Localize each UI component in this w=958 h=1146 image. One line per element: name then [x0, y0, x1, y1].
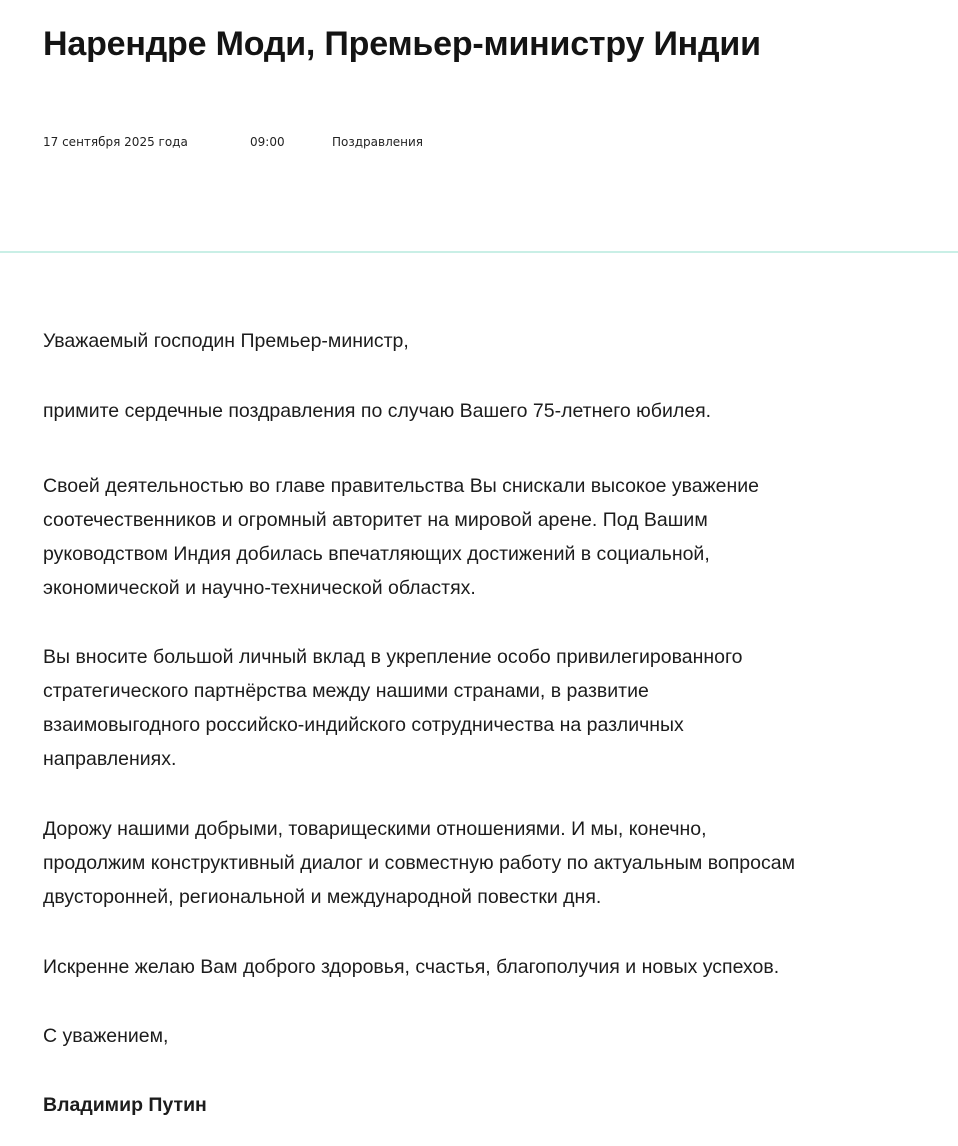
letter-paragraph: [43, 469, 923, 605]
letter-paragraph: [43, 640, 923, 776]
paragraph-line: Вы вносите большой личный вклад в укрепление особо привилегированного: [43, 646, 743, 668]
letter-closing: С уважением,: [43, 1025, 169, 1047]
header-divider: [0, 251, 958, 253]
publish-date: 17 сентября 2025 года: [43, 135, 188, 149]
letter-wish: Искренне желаю Вам доброго здоровья, счастья, благополучия и новых успехов.: [43, 956, 780, 978]
category-link[interactable]: Поздравления: [332, 135, 424, 149]
paragraph-line: соотечественников и огромный авторитет на мировой арене. Под Вашим: [43, 509, 708, 531]
paragraph-line: Дорожу нашими добрыми, товарищескими отношениями. И мы, конечно,: [43, 818, 707, 840]
article-meta: [43, 134, 423, 150]
paragraph-line: стратегического партнёрства между нашими странами, в развитие: [43, 680, 649, 702]
paragraph-line: экономической и научно-технической областях.: [43, 577, 476, 599]
paragraph-line: руководством Индия добилась впечатляющих достижений в социальной,: [43, 543, 710, 565]
paragraph-line: направлениях.: [43, 748, 177, 770]
letter-signature: Владимир Путин: [43, 1094, 207, 1116]
paragraph-line: двусторонней, региональной и международной повестки дня.: [43, 886, 602, 908]
letter-intro: примите сердечные поздравления по случаю Вашего 75-летнего юбилея.: [43, 400, 712, 422]
letter-greeting: Уважаемый господин Премьер-министр,: [43, 330, 409, 352]
publish-time: 09:00: [250, 135, 285, 149]
page-header: [0, 0, 958, 252]
paragraph-line: продолжим конструктивный диалог и совместную работу по актуальным вопросам: [43, 852, 795, 874]
page-title: Нарендре Моди, Премьер-министру Индии: [43, 25, 761, 63]
letter-paragraph: [43, 812, 923, 914]
paragraph-line: Своей деятельностью во главе правительства Вы снискали высокое уважение: [43, 475, 759, 497]
paragraph-line: взаимовыгодного российско-индийского сотрудничества на различных: [43, 714, 684, 736]
